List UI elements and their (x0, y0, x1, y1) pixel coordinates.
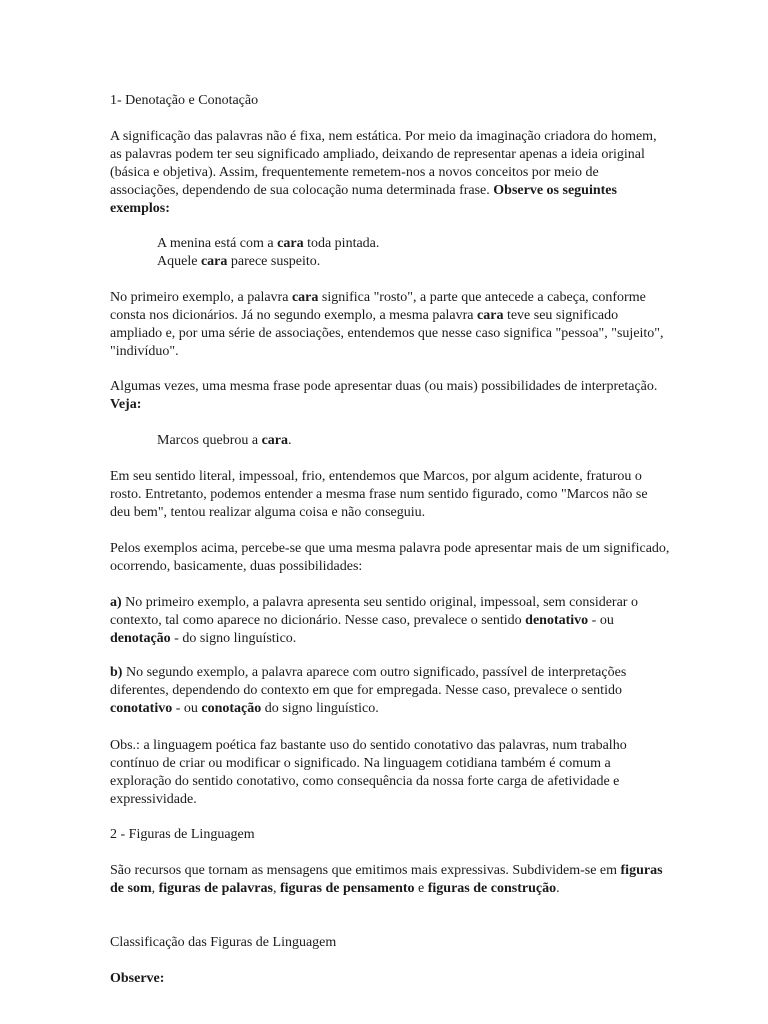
text-run: teve seu significado ampliado e, por uma série de associações, entendemos que nesse caso significa "pessoa", "sujeito", "indivíduo". (110, 308, 664, 359)
text-run: . (288, 433, 292, 448)
text-run: Aquele (157, 254, 201, 269)
section-2-heading: 2 - Figuras de Linguagem (110, 827, 255, 842)
text-run: , (272, 881, 280, 896)
section-1-heading: 1- Denotação e Conotação (110, 93, 259, 108)
bold-text-run: conotação (201, 701, 262, 716)
obs-paragraph (110, 737, 670, 809)
text-run: toda pintada. (303, 236, 380, 251)
bold-text-run: figuras de palavras (158, 881, 273, 896)
bold-text-run: cara (277, 236, 304, 251)
text-run: No primeiro exemplo, a palavra apresenta seu sentido original, impessoal, sem considerar o contexto, tal como aparece no dicionário. Nesse caso, prevalece o sentido (110, 595, 638, 628)
text-run: Obs.: a linguagem poética faz bastante uso do sentido conotativo das palavras, num trabalho contínuo de criar ou modificar o significado. Na linguagem cotidiana também é comum a exploração do sentido conotativo, como consequência da nossa forte carga de afetividade e expressividade. (110, 738, 627, 807)
text-run: - ou (172, 701, 202, 716)
text-run: No segundo exemplo, a palavra aparece com outro significado, passível de interpretações diferentes, dependendo do contexto em que for empregada. Nesse caso, prevalece o sentido (110, 665, 627, 698)
text-run: No primeiro exemplo, a palavra (110, 290, 292, 305)
text-run: Em seu sentido literal, impessoal, frio, entendemos que Marcos, por algum acidente, fraturou o rosto. Entretanto, podemos entender a mesma frase num sentido figurado, como "Marcos não se deu bem", tentou realizar alguma coisa e não conseguiu. (110, 469, 648, 520)
ambiguity-paragraph (110, 378, 670, 414)
summary-paragraph (110, 540, 670, 576)
text-run: Marcos quebrou a (157, 433, 262, 448)
bold-text-run: b) (110, 665, 123, 680)
item-a-paragraph (110, 594, 670, 648)
bold-text-run: figuras de pensamento (279, 881, 415, 896)
example-sentence-2 (157, 253, 717, 271)
text-run: , (151, 881, 159, 896)
example-sentence-3 (157, 432, 717, 450)
bold-text-run: denotativo (525, 613, 589, 628)
text-run: Pelos exemplos acima, percebe-se que uma mesma palavra pode apresentar mais de um significado, ocorrendo, basicamente, duas possibilidades: (110, 541, 670, 574)
observe-label: Observe: (110, 971, 165, 986)
item-b-paragraph (110, 664, 670, 718)
example-sentence-1 (157, 235, 717, 253)
text-run: parece suspeito. (227, 254, 321, 269)
bold-text-run: figuras de construção (427, 881, 557, 896)
intro-paragraph (110, 128, 670, 218)
bold-text-run: conotativo (110, 701, 173, 716)
bold-text-run: cara (291, 290, 319, 305)
literal-sense-paragraph (110, 468, 670, 522)
text-run: e (414, 881, 428, 896)
text-run: - do signo linguístico. (170, 631, 297, 646)
text-run: significa "rosto", a parte que antecede a cabeça, conforme consta nos dicionários. Já no segundo exemplo, a mesma palavra (110, 290, 646, 323)
bold-text-run: denotação (110, 631, 171, 646)
bold-text-run: figuras de som (110, 863, 663, 896)
figures-intro-paragraph (110, 862, 670, 898)
bold-text-run: Veja: (110, 397, 142, 412)
explanation-paragraph (110, 289, 670, 361)
bold-text-run: cara (200, 254, 228, 269)
bold-text-run: a) (110, 595, 122, 610)
bold-text-run: Observe os seguintes exemplos: (110, 183, 617, 216)
text-run: São recursos que tornam as mensagens que emitimos mais expressivas. Subdividem-se em (110, 863, 621, 878)
bold-text-run: cara (477, 308, 504, 323)
classification-heading: Classificação das Figuras de Linguagem (110, 935, 337, 950)
text-run: do signo linguístico. (261, 701, 379, 716)
bold-text-run: cara (261, 433, 289, 448)
text-run: A significação das palavras não é fixa, nem estática. Por meio da imaginação criadora do homem, as palavras podem ter seu significado ampliado, deixando de representar apenas a ideia original (básica e objetiva). Assim, frequentemente remetem-nos a novos conceitos por meio de associações, dependendo de sua colocação numa determinada frase. (110, 129, 657, 198)
text-run: - ou (588, 613, 614, 628)
text-run: . (556, 881, 560, 896)
text-run: A menina está com a (157, 236, 278, 251)
text-run: Algumas vezes, uma mesma frase pode apresentar duas (ou mais) possibilidades de interpretação. (110, 379, 658, 394)
